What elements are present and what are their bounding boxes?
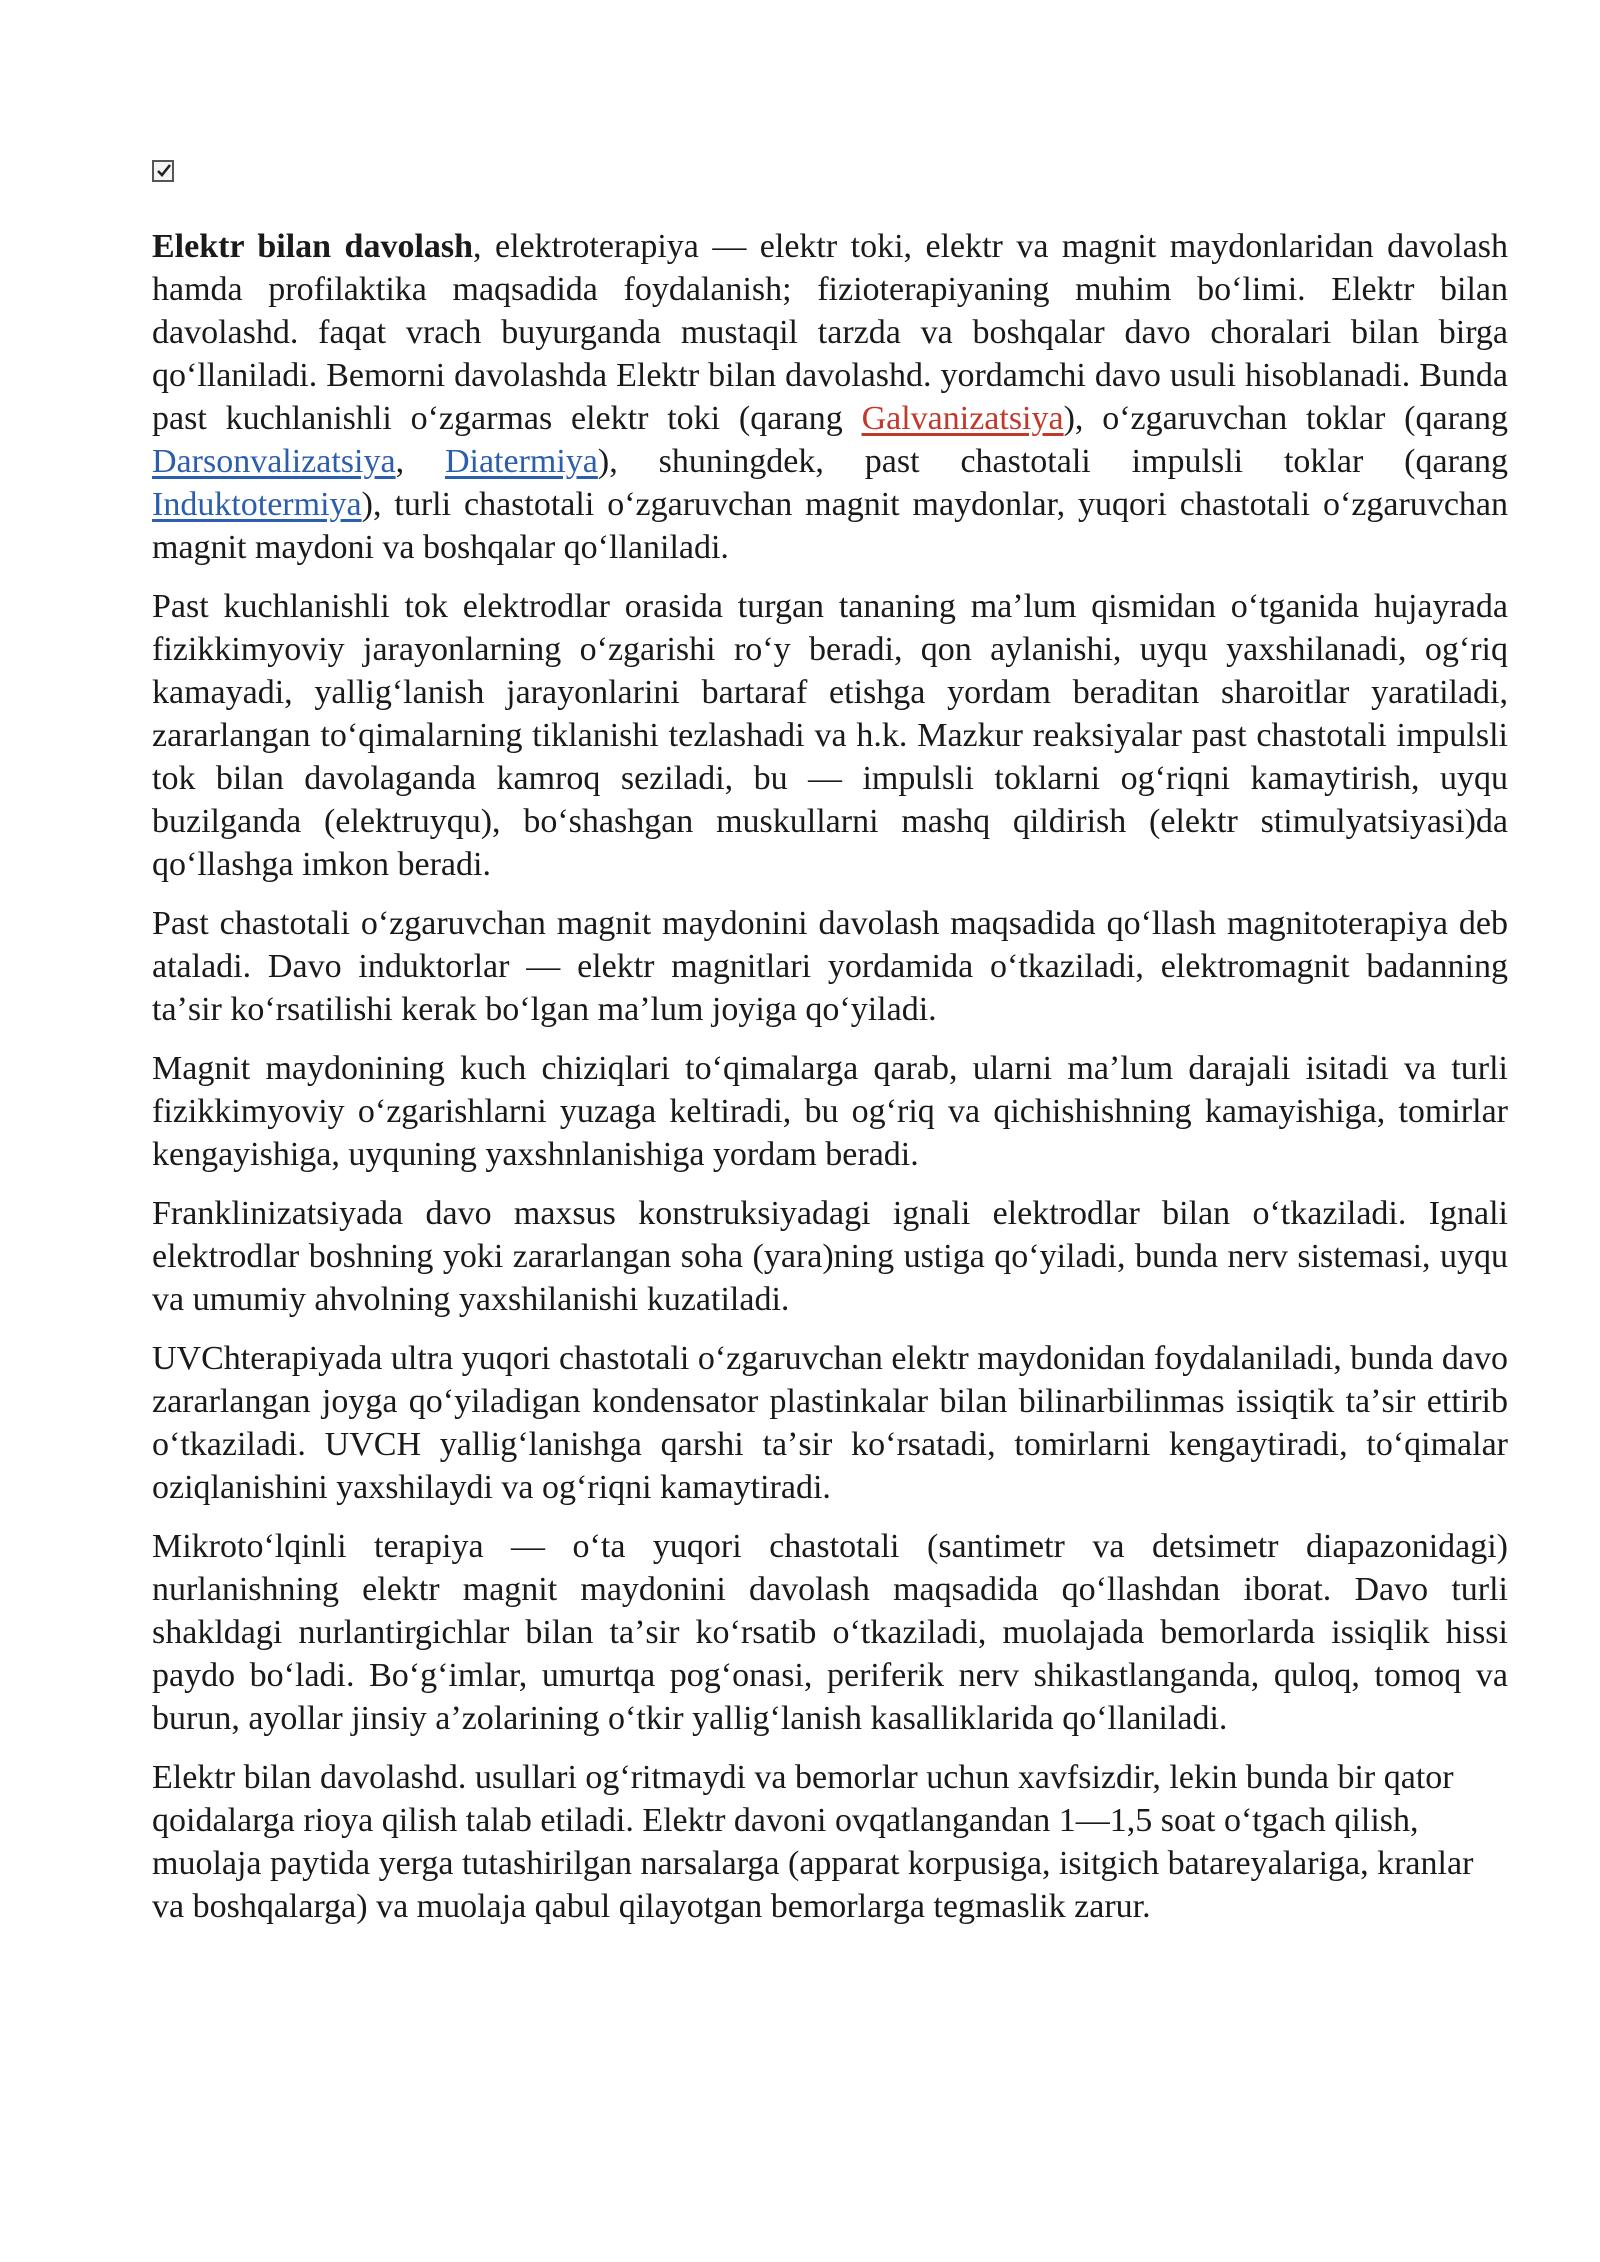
intro-text-3: , (395, 443, 445, 480)
paragraph-3: Past chastotali oʻzgaruvchan magnit maydonini davolash maqsadida qoʻllash magnitoterapiya deb ataladi. Davo induktorlar — elektr magnitlari yordamida oʻtkaziladi, elektromagnit badanning taʼsir koʻrsatilishi kerak boʻlgan maʼlum joyiga qoʻyiladi. (152, 905, 1508, 1028)
paragraph-intro (152, 225, 1508, 569)
paragraph-5: Franklinizatsiyada davo maxsus konstruksiyadagi ignali elektrodlar bilan oʻtkaziladi. Ignali elektrodlar boshning yoki zararlangan soha (yara)ning ustiga qoʻyiladi, bunda nerv sistemasi, uyqu va umumiy ahvolning yaxshilanishi kuzatiladi. (152, 1195, 1508, 1318)
checked-checkbox-icon[interactable] (152, 160, 174, 182)
checkmark-icon (155, 162, 173, 180)
link-darsonvalizatsiya[interactable]: Darsonvalizatsiya (152, 443, 396, 480)
link-galvanizatsiya[interactable]: Galvanizatsiya (861, 400, 1064, 437)
bold-term: Elektr bilan davolash (152, 228, 474, 265)
paragraph-6: UVChterapiyada ultra yuqori chastotali oʻzgaruvchan elektr maydonidan foydalaniladi, bunda davo zararlangan joyga qoʻyiladigan kondensator plastinkalar bilan bilinarbilinmas issiqtik taʼsir ettirib oʻtkaziladi. UVCH yalligʻlanishga qarshi taʼsir koʻrsatadi, tomirlarni kengaytiradi, toʻqimalar oziqlanishini yaxshilaydi va ogʻriqni kamaytiradi. (152, 1340, 1508, 1506)
intro-text-5: ), turli chastotali oʻzgaruvchan magnit maydonlar, yuqori chastotali oʻzgaruvchan magnit maydoni va boshqalar qoʻllaniladi. (152, 486, 1508, 566)
intro-text-4: ), shuningdek, past chastotali impulsli toklar (qarang (597, 443, 1508, 480)
intro-text-2: ), oʻzgaruvchan toklar (qarang (1063, 400, 1508, 437)
article-body (152, 225, 1508, 1944)
link-diatermiya[interactable]: Diatermiya (444, 443, 598, 480)
paragraph-4: Magnit maydonining kuch chiziqlari toʻqimalarga qarab, ularni maʼlum darajali isitadi va turli fizikkimyoviy oʻzgarishlarni yuzaga keltiradi, bu ogʻriq va qichishishning kamayishiga, tomirlar kengayishiga, uyquning yaxshnlanishiga yordam beradi. (152, 1050, 1508, 1173)
paragraph-2: Past kuchlanishli tok elektrodlar orasida turgan tananing maʼlum qismidan oʻtganida hujayrada fizikkimyoviy jarayonlarning oʻzgarishi roʻy beradi, qon aylanishi, uyqu yaxshilanadi, ogʻriq kamayadi, yalligʻlanish jarayonlarini bartaraf etishga yordam beraditan sharoitlar yaratiladi, zararlangan toʻqimalarning tiklanishi tezlashadi va h.k. Mazkur reaksiyalar past chastotali impulsli tok bilan davolaganda kamroq seziladi, bu — impulsli toklarni ogʻriqni kamaytirish, uyqu buzilganda (elektruyqu), boʻshashgan muskullarni mashq qildirish (elektr stimulyatsiyasi)da qoʻllashga imkon beradi. (152, 588, 1508, 883)
paragraph-8: Elektr bilan davolashd. usullari ogʻritmaydi va bemorlar uchun xavfsizdir, lekin bunda bir qator qoidalarga rioya qilish talab etiladi. Elektr davoni ovqatlangandan 1—1,5 soat oʻtgach qilish, muolaja paytida yerga tutashirilgan narsalarga (apparat korpusiga, isitgich batareyalariga, kranlar va boshqalarga) va muolaja qabul qilayotgan bemorlarga tegmaslik zarur. (152, 1759, 1474, 1925)
link-induktotermiya[interactable]: Induktotermiya (152, 486, 362, 523)
intro-text-1: , elektroterapiya — elektr toki, elektr va magnit maydonlaridan davolash hamda profilaktika maqsadida foydalanish; fizioterapiyaning muhim boʻlimi. Elektr bilan davolashd. faqat vrach buyurganda mustaqil tarzda va boshqalar davo choralari bilan birga qoʻllaniladi. Bemorni davolashda Elektr bilan davolashd. yordamchi davo usuli hisoblanadi. Bunda past kuchlanishli oʻzgarmas elektr toki (qarang (152, 228, 1508, 437)
paragraph-7: Mikrotoʻlqinli terapiya — oʻta yuqori chastotali (santimetr va detsimetr diapazonidagi) nurlanishning elektr magnit maydonini davolash maqsadida qoʻllashdan iborat. Davo turli shakldagi nurlantirgichlar bilan taʼsir koʻrsatib oʻtkaziladi, muolajada bemorlarda issiqlik hissi paydo boʻladi. Boʻgʻimlar, umurtqa pogʻonasi, periferik nerv shikastlanganda, quloq, tomoq va burun, ayollar jinsiy aʼzolarining oʻtkir yalligʻlanish kasalliklarida qoʻllaniladi. (152, 1528, 1508, 1737)
